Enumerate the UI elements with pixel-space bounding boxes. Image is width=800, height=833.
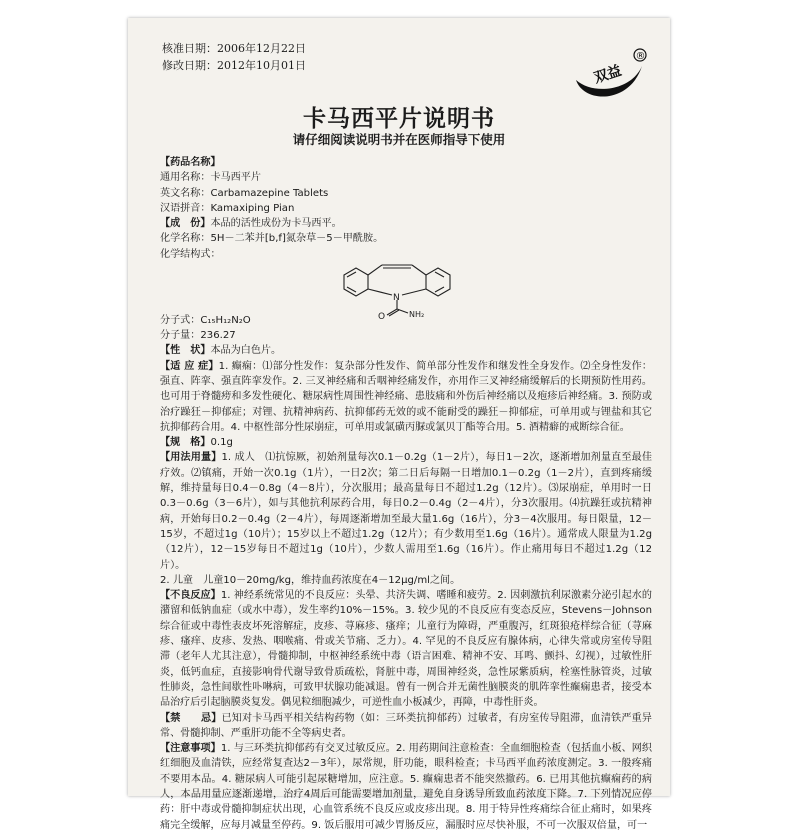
leaflet-body [160,155,652,833]
specification-heading: 【规 格】 [160,437,211,449]
contraindications-heading: 【禁 忌】 [160,712,222,724]
english-name: 英文名称：Carbamazepine Tablets [160,187,329,199]
carbamazepine-structure [330,249,480,322]
revision-date-row [162,57,306,74]
dosage-section [160,450,652,588]
amine-label: NH₂ [409,309,425,319]
pinyin-name: 汉语拼音：Kamaxiping Pian [160,202,295,214]
composition-heading: 【成 份】 [160,218,211,230]
appearance-text: 本品为白色片。 [210,345,282,357]
nitrogen-label: N [393,292,400,303]
composition-text: 本品的活性成份为卡马西平。 [210,218,342,230]
logo-text: 双益 [592,62,624,87]
approval-date: 2006年12月22日 [217,42,306,55]
precautions-text: 1. 与三环类抗抑郁药有交叉过敏反应。2. 用药期间注意检查：全血细胞检查（包括血小板、网织红细胞及血清铁，应经常复查达2－3年），尿常规，肝功能，眼科检查；卡马西平血药浓度测定。3. 一般疼痛不要用本品。4. 糖尿病人可能引起尿糖增加，应注意。5. 癫痫患者不能突然撤药。6. 已用其他抗癫痫药的病人，本品用量应逐渐递增，治疗4周后可能需要增加剂量，避免自身诱导所致血药浓度下降。7. 下列情况应停药：肝中毒或骨髓抑制症状出现，心血管系统不良反应或皮疹出现。8. 用于特异性疼痛综合征止痛时，如果疼痛完全缓解，应每月减量至停药。9. 饭后服用可减少胃肠反应，漏服时应尽快补服，不可一次服双倍量，可一 [160,743,652,831]
indications-heading: 【适 应 症】 [160,360,219,372]
molecular-formula: 分子式：C₁₅H₁₂N₂O [160,314,251,326]
leaflet-sheet [128,18,670,831]
document-title: 卡马西平片说明书 [303,106,495,132]
appearance-heading: 【性 状】 [160,345,211,357]
indications-section [160,359,652,435]
date-block [162,40,306,74]
revision-date: 2012年10月01日 [217,59,306,72]
structure-label: 化学结构式： [160,248,221,260]
revision-date-label: 修改日期： [162,59,217,72]
appearance-row [160,343,652,358]
right-benzene-ring [426,268,450,296]
dosage-children-text: 2. 儿童 儿童10－20mg/kg，维持血药浓度在4－12μg/ml之间。 [160,574,461,586]
registered-mark: ® [635,51,646,62]
specification-row [160,435,652,450]
indications-text: 1. 癫痫：⑴部分性发作：复杂部分性发作、简单部分性发作和继发性全身发作。⑵全身性发作：强直、阵挛、强直阵挛发作。2. 三叉神经痛和舌咽神经痛发作，亦用作三叉神经痛缓解后的长期预防性用药。也可用于脊髓痨和多发性硬化、糖尿病性周围性神经痛、患肢痛和外伤后神经痛以及疱疹后神经痛。3. 预防或治疗躁狂－抑郁症；对锂、抗精神病药、抗抑郁药无效的或不能耐受的躁狂－抑郁症，可单用或与锂盐和其它抗抑郁药合用。4. 中枢性部分性尿崩症，可单用或氯磺丙脲或氯贝丁酯等合用。5. 酒精癖的戒断综合征。 [160,360,652,433]
adverse-reactions-section [160,588,652,710]
molecular-weight: 分子量：236.27 [160,330,236,342]
specification-text: 0.1g [210,437,233,449]
approval-date-row [162,40,306,57]
contraindications-text: 已知对卡马西平相关结构药物（如：三环类抗抑郁药）过敏者，有房室传导阻滞，血清铁严重异常、骨髓抑制、严重肝功能不全等病史者。 [160,712,653,739]
precautions-heading: 【注意事项】 [160,743,221,755]
composition-row [160,216,652,231]
dosage-heading: 【用法用量】 [160,452,222,464]
contraindications-section [160,711,652,742]
document-subtitle: 请仔细阅读说明书并在医师指导下使用 [292,132,506,147]
chemical-name: 化学名称：5H－二苯并[b,f]氮杂草－5－甲酰胺。 [160,233,384,245]
approval-date-label: 核准日期： [162,42,217,55]
brand-logo [568,46,650,108]
generic-name: 通用名称：卡马西平片 [160,172,261,184]
oxygen-label: O [378,311,386,322]
precautions-section [160,741,652,833]
drug-name-heading: 【药品名称】 [160,157,221,168]
adverse-reactions-text: 1. 神经系统常见的不良反应：头晕、共济失调、嗜睡和疲劳。2. 因刺激抗利尿激素分泌引起水的潴留和低钠血症（或水中毒），发生率约10%－15%。3. 较少见的不良反应有变态反应，Stevens－Johnson综合征或中毒性表皮坏死溶解症，皮疹、荨麻疹、瘙痒；儿童行为障碍，严重腹泻，红斑狼疮样综合征（荨麻疹、瘙痒、皮疹、发热、咽喉痛、骨或关节痛、乏力）。4. 罕见的不良反应有腺体病，心律失常或房室传导阻滞（老年人尤其注意），骨髓抑制，中枢神经系统中毒（语言困难、精神不安、耳鸣、颤抖、幻视），过敏性肝炎，低钙血症，直接影响骨代谢导致骨质疏松，肾脏中毒，周围神经炎，急性尿紫质病，栓塞性脉管炎，过敏性肺炎，急性间歇性卟啉病，可致甲状腺功能减退。曾有一例合并无菌性脑膜炎的肌阵挛性癫痫患者，接受本品治疗后引起脑膜炎复发。偶见粒细胞减少，可逆性血小板减少，再障，中毒性肝炎。 [160,590,652,709]
adverse-reactions-heading: 【不良反应】 [160,590,221,602]
dosage-text: 1. 成人 ⑴抗惊厥，初始剂量每次0.1－0.2g（1－2片），每日1－2次，逐渐增加剂量直至最佳疗效。⑵镇痛，开始一次0.1g（1片），一日2次；第二日后每隔一日增加0.1－0.2g（1－2片），直到疼痛缓解，维持量每日0.4－0.8g（4－8片），分次服用；最高量每日不超过1.2g（12片）。⑶尿崩症，单用时一日0.3－0.6g（3－6片），如与其他抗利尿药合用，每日0.2－0.4g（2－4片），分3次服用。⑷抗躁狂或抗精神病，开始每日0.2－0.4g（2－4片），每周逐渐增加至最大量1.6g（16片），分3－4次服用。每日限量，12－15岁，不超过1g（10片）；15岁以上不超过1.2g（12片）；有少数用至1.6g（16片）。通常成人限量为1.2g（12片），12－15岁每日不超过1g（10片），少数人需用至1.6g（16片）。作止痛用每日不超过1.2g（12片）。 [160,452,652,571]
